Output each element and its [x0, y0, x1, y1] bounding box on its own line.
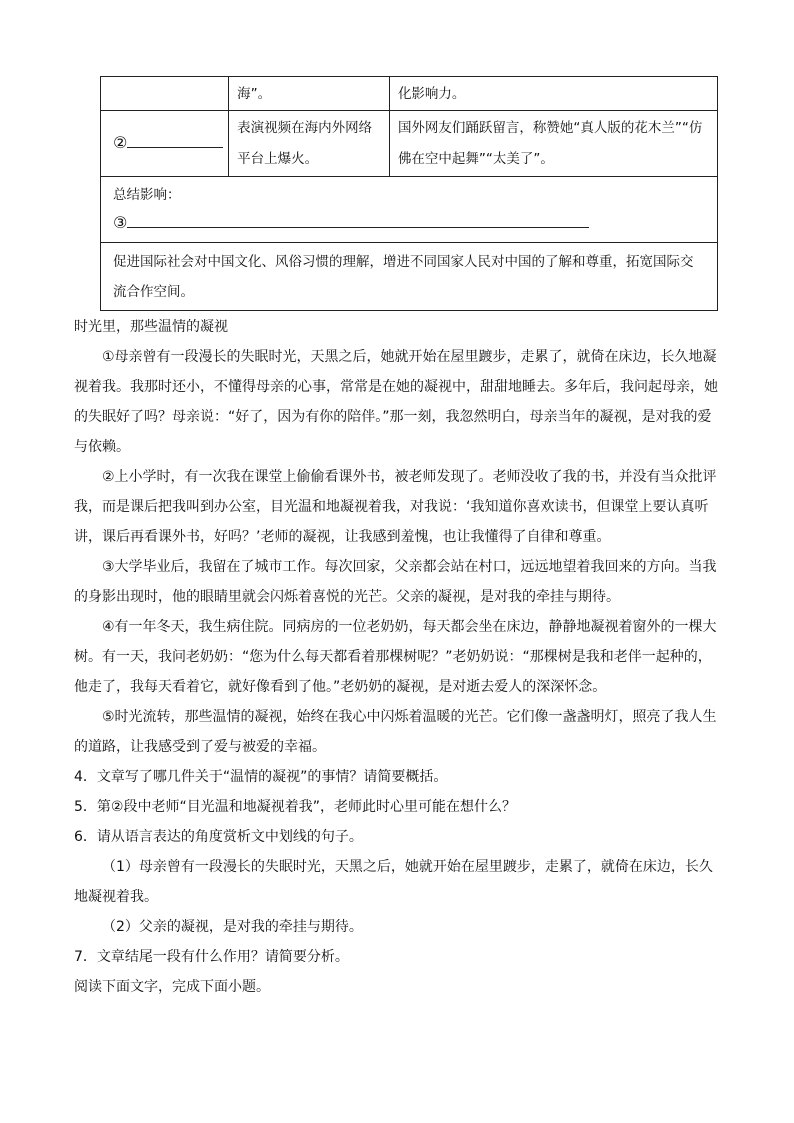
paragraph: ②上小学时，有一次我在课堂上偷偷看课外书，被老师发现了。老师没收了我的书，并没有当众批评我，而是课后把我叫到办公室，目光温和地凝视着我，对我说：‘我知道你喜欢读书，但课堂上要认真听讲，课后再看课外书，好吗？’老师的凝视，让我感到羞愧，也让我懂得了自律和尊重。	[74, 469, 717, 545]
paragraph: ④有一年冬天，我生病住院。同病房的一位老奶奶，每天都会坐在床边，静静地凝视着窗外的一棵大树。有一天，我问老奶奶：“您为什么每天都看着那棵树呢？”老奶奶说：“那棵树是我和老伴一起种的，他走了，我每天看着它，就好像看到了他。”老奶奶的凝视，是对逝去爱人的深深怀念。	[74, 619, 717, 695]
paragraph: ③大学毕业后，我留在了城市工作。每次回家，父亲都会站在村口，远远地望着我回来的方向。当我的身影出现时，他的眼睛里就会闪烁着喜悦的光芒。父亲的凝视，是对我的牵挂与期待。	[74, 559, 717, 605]
table-cell: 化影响力。	[389, 77, 717, 111]
table-cell: 国外网友们踊跃留言，称赞她“真人版的花木兰”“仿佛在空中起舞”“太美了”。	[389, 111, 717, 177]
circled-number: ②	[113, 133, 128, 152]
table-cell-empty	[101, 77, 229, 111]
table-row	[101, 177, 718, 243]
question-6: 6．请从语言表达的角度赏析文中划线的句子。	[74, 829, 363, 845]
answer-blank	[127, 227, 589, 228]
paragraph: ⑤时光流转，那些温情的凝视，始终在我心中闪烁着温暖的光芒。它们像一盏盏明灯，照亮了我人生的道路，让我感受到了爱与被爱的幸福。	[74, 709, 717, 755]
table-row	[101, 77, 718, 111]
next-reading-prompt: 阅读下面文字，完成下面小题。	[74, 979, 270, 995]
table-cell: 海”。	[229, 77, 390, 111]
paragraph: ①母亲曾有一段漫长的失眠时光，天黑之后，她就开始在屋里踱步，走累了，就倚在床边，长久地凝视着我。我那时还小，不懂得母亲的心事，常常是在她的凝视中，甜甜地睡去。多年后，我问起母亲，她的失眠好了吗？母亲说：“好了，因为有你的陪伴。”那一刻，我忽然明白，母亲当年的凝视，是对我的爱与依赖。	[74, 349, 718, 455]
circled-number: ③	[113, 213, 128, 232]
table-row	[101, 111, 718, 177]
table-row	[101, 243, 718, 311]
article-body	[74, 312, 724, 1002]
question-5: 5．第②段中老师“目光温和地凝视着我”，老师此时心里可能在想什么？	[74, 799, 516, 815]
question-6-item-2: （2）父亲的凝视，是对我的牵挂与期待。	[102, 919, 363, 935]
summary-answer-line	[113, 209, 705, 238]
question-6-item-1: （1）母亲曾有一段漫长的失眠时光，天黑之后，她就开始在屋里踱步，走累了，就倚在床边，长久地凝视着我。	[74, 859, 713, 905]
summary-label: 总结影响：	[113, 187, 181, 203]
table-cell-blank	[101, 111, 229, 177]
answer-blank	[127, 147, 223, 148]
question-7: 7．文章结尾一段有什么作用？请简要分析。	[74, 949, 349, 965]
article-title: 时光里，那些温情的凝视	[74, 319, 228, 335]
question-4: 4．文章写了哪几件关于“温情的凝视”的事情？请简要概括。	[74, 769, 448, 785]
table-cell: 表演视频在海内外网络平台上爆火。	[229, 111, 390, 177]
analysis-table	[100, 76, 718, 311]
summary-cell	[101, 177, 718, 243]
conclusion-cell: 促进国际社会对中国文化、风俗习惯的理解，增进不同国家人民对中国的了解和尊重，拓宽国际交流合作空间。	[101, 243, 718, 311]
